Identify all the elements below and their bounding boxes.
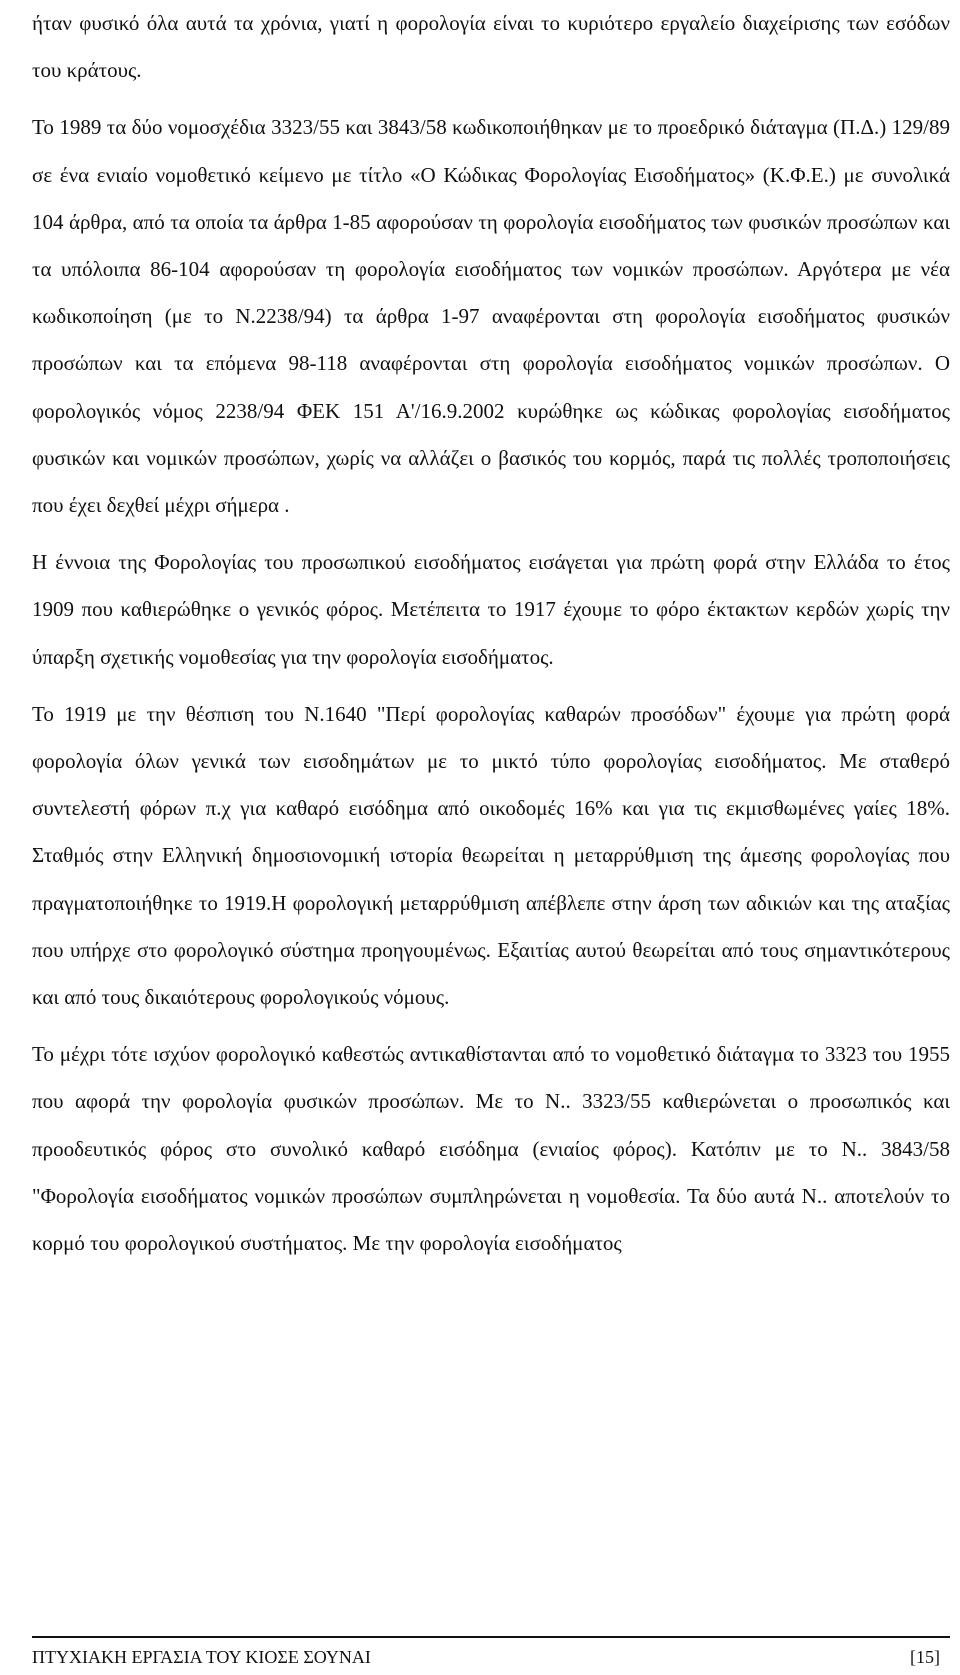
paragraph-personal-income-tax-origin: Η έννοια της Φορολογίας του προσωπικού εισοδήματος εισάγεται για πρώτη φορά στην Ελλάδα το έτος 1909 που καθιερώθηκε ο γενικός φόρος. Μετέπειτα το 1917 έχουμε το φόρο έκτακτων κερδών χωρίς την ύπαρξη σχετικής νομοθεσίας για την φορολογία εισοδήματος. [32, 550, 950, 669]
footer-title: ΠΤΥΧΙΑΚΗ ΕΡΓΑΣΙΑ ΤΟΥ ΚΙΟΣΕ ΣΟΥΝΑΙ [32, 1647, 371, 1667]
paragraph-decree-3323: Το μέχρι τότε ισχύον φορολογικό καθεστώς αντικαθίστανται από το νομοθετικό διάταγμα το 3323 του 1955 που αφορά την φορολογία φυσικών προσώπων. Με το Ν.. 3323/55 καθιερώνεται ο προσωπικός και προοδευτικός φόρος στο συνολικό καθαρό εισόδημα (ενιαίος φόρος). Κατόπιν με το Ν.. 3843/58 "Φορολογία εισοδήματος νομικών προσώπων συμπληρώνεται η νομοθεσία. Τα δύο αυτά Ν.. αποτελούν το κορμό του φορολογικού συστήματος. Με την φορολογία εισοδήματος [32, 1042, 950, 1256]
page-footer [32, 1646, 950, 1668]
document-page [32, 0, 950, 1267]
footer-divider [32, 1636, 950, 1638]
paragraph-income-tax-code: Το 1989 τα δύο νομοσχέδια 3323/55 και 3843/58 κωδικοποιήθηκαν με το προεδρικό διάταγμα (Π.Δ.) 129/89 σε ένα ενιαίο νομοθετικό κείμενο με τίτλο «Ο Κώδικας Φορολογίας Εισοδήματος» (Κ.Φ.Ε.) με συνολικά 104 άρθρα, από τα οποία τα άρθρα 1-85 αφορούσαν τη φορολογία εισοδήματος των φυσικών προσώπων και τα υπόλοιπα 86-104 αφορούσαν τη φορολογία εισοδήματος των νομικών προσώπων. Αργότερα με νέα κωδικοποίηση (με το Ν.2238/94) τα άρθρα 1-97 αναφέρονται στη φορολογία εισοδήματος φυσικών προσώπων και τα επόμενα 98-118 αναφέρονται στη φορολογία εισοδήματος νομικών προσώπων. Ο φορολογικός νόμος 2238/94 ΦΕΚ 151 Α'/16.9.2002 κυρώθηκε ως κώδικας φορολογίας εισοδήματος φυσικών και νομικών προσώπων, χωρίς να αλλάζει ο βασικός του κορμός, παρά τις πολλές τροποποιήσεις που έχει δεχθεί μέχρι σήμερα . [32, 115, 950, 518]
page-number: [15] [910, 1647, 940, 1667]
paragraph-fiscal-tool: ήταν φυσικό όλα αυτά τα χρόνια, γιατί η φορολογία είναι το κυριότερο εργαλείο διαχείρισης των εσόδων του κράτους. [32, 11, 950, 83]
paragraph-law-1640: Το 1919 με την θέσπιση του Ν.1640 "Περί φορολογίας καθαρών προσόδων" έχουμε για πρώτη φορά φορολογία όλων γενικά των εισοδημάτων με το μικτό τύπο φορολογίας εισοδήματος. Με σταθερό συντελεστή φόρων π.χ για καθαρό εισόδημα από οικοδομές 16% και για τις εκμισθωμένες γαίες 18%. Σταθμός στην Ελληνική δημοσιονομική ιστορία θεωρείται η μεταρρύθμιση της άμεσης φορολογίας που πραγματοποιήθηκε το 1919.Η φορολογική μεταρρύθμιση απέβλεπε στην άρση των αδικιών και της αταξίας που υπήρχε στο φορολογικό σύστημα προηγουμένως. Εξαιτίας αυτού θεωρείται από τους σημαντικότερους και από τους δικαιότερους φορολογικούς νόμους. [32, 701, 950, 1010]
